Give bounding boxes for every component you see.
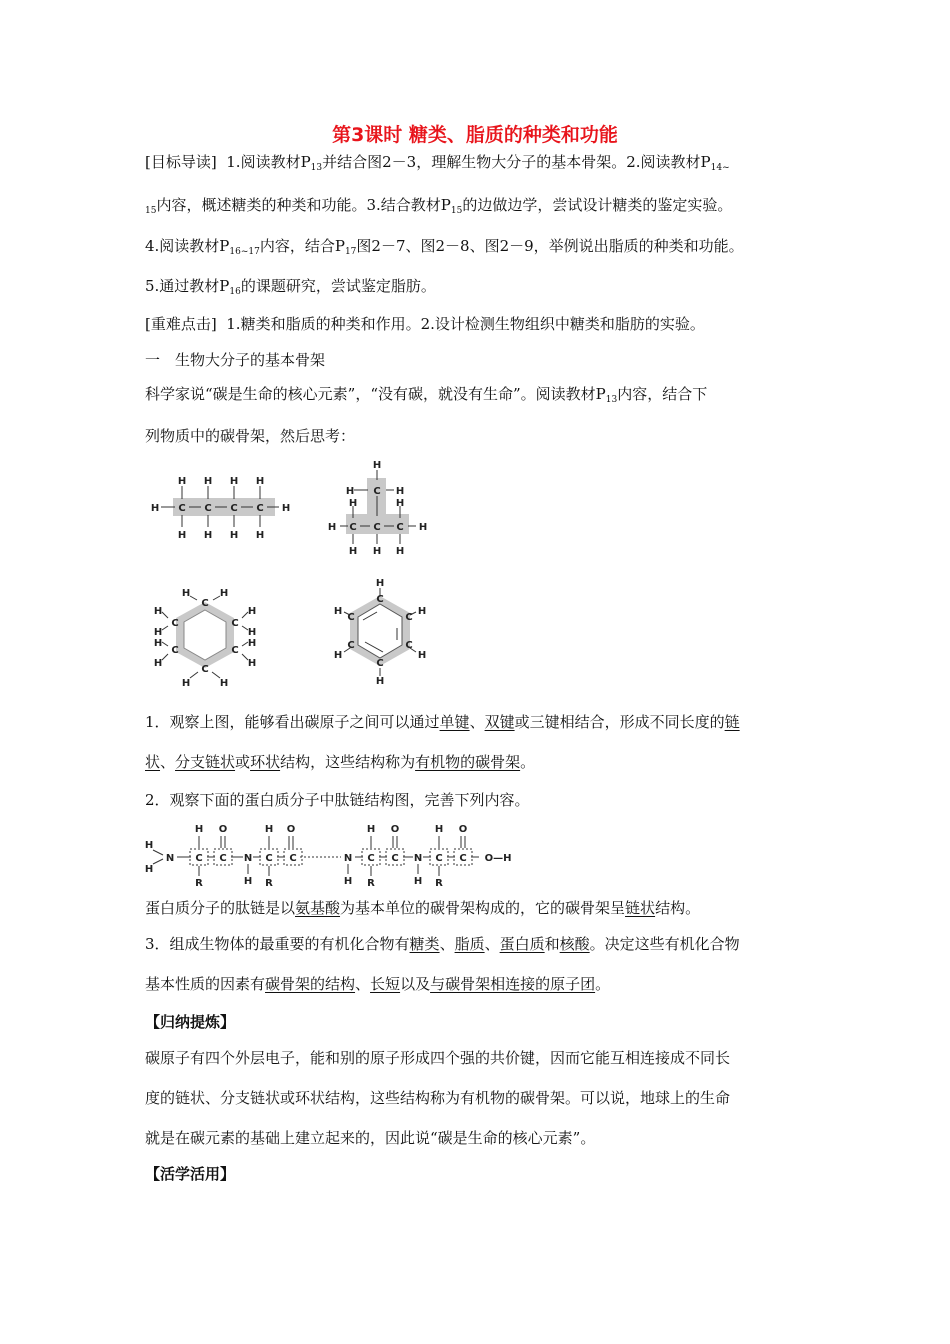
- atom-label: C: [405, 640, 413, 651]
- atom-label: H: [203, 530, 213, 541]
- atom-label: H: [413, 876, 423, 887]
- atom-label: C: [435, 853, 443, 864]
- section-intro-1: 科学家说“碳是生命的核心元素”，“没有碳，就没有生命”。阅读教材$P_{13}$内容，结合下: [145, 385, 708, 405]
- atom-label: H: [177, 476, 187, 487]
- atom-label: H: [327, 522, 337, 533]
- question-2: 2．观察下面的蛋白质分子中肽链结构图，完善下列内容。: [145, 791, 530, 809]
- atom-label: H: [333, 650, 343, 661]
- objectives-label: [目标导读]: [145, 153, 217, 171]
- atom-label: H: [181, 678, 191, 689]
- atom-label: O—H: [484, 853, 512, 864]
- atom-label: H: [243, 876, 253, 887]
- atom-label: C: [347, 612, 355, 623]
- atom-label: C: [405, 612, 413, 623]
- atom-label: C: [367, 853, 375, 864]
- atom-label: H: [343, 876, 353, 887]
- atom-label: C: [231, 645, 239, 656]
- question-1-line-2: 状、分支链状或环状结构，这些结构称为有机物的碳骨架。: [145, 753, 536, 771]
- answer-blank: 双键: [484, 713, 515, 731]
- atom-label: C: [265, 853, 273, 864]
- atom-label: H: [255, 530, 265, 541]
- atom-label: N: [343, 853, 353, 864]
- atom-label: H: [395, 486, 405, 497]
- summary-line-3: 就是在碳元素的基础上建立起来的，因此说“碳是生命的核心元素”。: [145, 1129, 596, 1147]
- peptide-chain-figure: [143, 820, 523, 888]
- isobutane-structure-figure: [322, 456, 442, 566]
- atom-label: R: [265, 878, 273, 889]
- atom-label: C: [171, 645, 179, 656]
- answer-blank: 糖类: [409, 935, 440, 953]
- atom-label: H: [264, 824, 274, 835]
- answer-blank: 链状: [625, 899, 656, 917]
- atom-label: H: [345, 486, 355, 497]
- atom-label: H: [333, 606, 343, 617]
- benzene-structure-figure: [330, 578, 430, 692]
- atom-label: H: [153, 658, 163, 669]
- atom-label: R: [435, 878, 443, 889]
- atom-label: H: [417, 606, 427, 617]
- objectives-line-3: 4.阅读教材$P_{16\sim 17}$内容，结合$P_{17}$图2－7、图2－8、图2－9，举例说出脂质的种类和功能。: [145, 237, 744, 257]
- atom-label: H: [372, 460, 382, 471]
- atom-label: H: [366, 824, 376, 835]
- atom-label: H: [203, 476, 213, 487]
- atom-label: C: [376, 658, 384, 669]
- page-title: 第3课时 糖类、脂质的种类和功能: [332, 124, 618, 146]
- atom-label: C: [391, 853, 399, 864]
- atom-label: C: [178, 503, 186, 514]
- atom-label: C: [373, 486, 381, 497]
- atom-label: H: [417, 650, 427, 661]
- key-points-label: [重难点击]: [145, 315, 217, 333]
- atom-label: H: [194, 824, 204, 835]
- atom-label: H: [434, 824, 444, 835]
- summary-line-1: 碳原子有四个外层电子，能和别的原子形成四个强的共价键，因而它能互相连接成不同长: [145, 1049, 731, 1067]
- atom-label: C: [347, 640, 355, 651]
- apply-heading: 【活学活用】: [145, 1165, 236, 1183]
- atom-label: C: [376, 594, 384, 605]
- atom-label: R: [195, 878, 203, 889]
- atom-label: C: [171, 618, 179, 629]
- atom-label: H: [247, 627, 257, 638]
- answer-blank: 单键: [439, 713, 470, 731]
- objectives-line-2: $_{15}$内容，概述糖类的种类和功能。3.结合教材$P_{15}$的边做边学，尝试设计糖类的鉴定实验。: [145, 196, 733, 216]
- objectives-line-1: [目标导读] 1.阅读教材$P_{13}$并结合图2－3，理解生物大分子的基本骨架。2.阅读教材$P_{14\sim}$: [145, 153, 730, 173]
- answer-blank: 氨基酸: [295, 899, 341, 917]
- cyclohexane-structure-figure: [150, 590, 260, 690]
- atom-label: N: [413, 853, 423, 864]
- atom-label: H: [219, 678, 229, 689]
- section-heading: 一 生物大分子的基本骨架: [145, 351, 326, 369]
- atom-label: H: [153, 606, 163, 617]
- atom-label: H: [229, 476, 239, 487]
- question-1-line-1: 1．观察上图，能够看出碳原子之间可以通过单键、双键或三键相结合，形成不同长度的链: [145, 713, 740, 731]
- atom-label: H: [255, 476, 265, 487]
- atom-label: H: [395, 546, 405, 557]
- atom-label: O: [458, 824, 468, 835]
- atom-label: H: [177, 530, 187, 541]
- atom-label: H: [395, 498, 405, 509]
- atom-label: H: [153, 638, 163, 649]
- atom-label: H: [281, 503, 291, 514]
- key-points: [重难点击] 1.糖类和脂质的种类和作用。2.设计检测生物组织中糖类和脂肪的实验。: [145, 315, 705, 333]
- atom-label: H: [144, 840, 154, 851]
- atom-label: C: [231, 618, 239, 629]
- atom-label: H: [247, 606, 257, 617]
- atom-label: C: [230, 503, 238, 514]
- answer-blank: 核酸: [559, 935, 590, 953]
- atom-label: C: [459, 853, 467, 864]
- atom-label: H: [181, 588, 191, 599]
- atom-label: C: [289, 853, 297, 864]
- summary-heading: 【归纳提炼】: [145, 1013, 236, 1031]
- atom-label: O: [218, 824, 228, 835]
- answer-blank: 碳骨架的结构: [265, 975, 356, 993]
- atom-label: H: [150, 503, 160, 514]
- atom-label: C: [396, 522, 404, 533]
- atom-label: R: [367, 878, 375, 889]
- atom-label: H: [375, 578, 385, 589]
- answer-blank: 蛋白质: [499, 935, 545, 953]
- summary-line-2: 度的链状、分支链状或环状结构，这些结构称为有机物的碳骨架。可以说，地球上的生命: [145, 1089, 731, 1107]
- atom-label: C: [201, 598, 209, 609]
- atom-label: C: [201, 664, 209, 675]
- atom-label: H: [144, 864, 154, 875]
- atom-label: C: [349, 522, 357, 533]
- atom-label: O: [286, 824, 296, 835]
- atom-label: C: [219, 853, 227, 864]
- atom-label: H: [219, 588, 229, 599]
- answer-blank: 分支链状: [175, 753, 236, 771]
- answer-blank: 与碳骨架相连接的原子团: [430, 975, 596, 993]
- question-2-answer: 蛋白质分子的肽链是以氨基酸为基本单位的碳骨架构成的，它的碳骨架呈链状结构。: [145, 899, 701, 917]
- atom-label: H: [247, 658, 257, 669]
- atom-label: N: [243, 853, 253, 864]
- atom-label: H: [375, 676, 385, 687]
- atom-label: C: [373, 522, 381, 533]
- answer-blank: 长短: [370, 975, 401, 993]
- atom-label: C: [204, 503, 212, 514]
- atom-label: H: [372, 546, 382, 557]
- atom-label: H: [348, 498, 358, 509]
- atom-label: C: [195, 853, 203, 864]
- answer-blank: 链: [724, 713, 740, 731]
- atom-label: H: [247, 638, 257, 649]
- answer-blank: 脂质: [454, 935, 485, 953]
- question-3-line-1: 3．组成生物体的最重要的有机化合物有糖类、脂质、蛋白质和核酸。决定这些有机化合物: [145, 935, 740, 953]
- question-3-line-2: 基本性质的因素有碳骨架的结构、长短以及与碳骨架相连接的原子团。: [145, 975, 611, 993]
- atom-label: H: [229, 530, 239, 541]
- atom-label: H: [418, 522, 428, 533]
- atom-label: O: [390, 824, 400, 835]
- answer-blank: 环状: [250, 753, 281, 771]
- answer-blank: 状: [145, 753, 161, 771]
- atom-label: H: [348, 546, 358, 557]
- section-intro-2: 列物质中的碳骨架，然后思考：: [145, 427, 356, 445]
- answer-blank: 有机物的碳骨架: [415, 753, 521, 771]
- atom-label: H: [153, 627, 163, 638]
- objectives-line-4: 5.通过教材$P_{16}$的课题研究，尝试鉴定脂肪。: [145, 277, 436, 297]
- butane-structure-figure: [145, 470, 305, 550]
- atom-label: C: [256, 503, 264, 514]
- atom-label: N: [165, 853, 175, 864]
